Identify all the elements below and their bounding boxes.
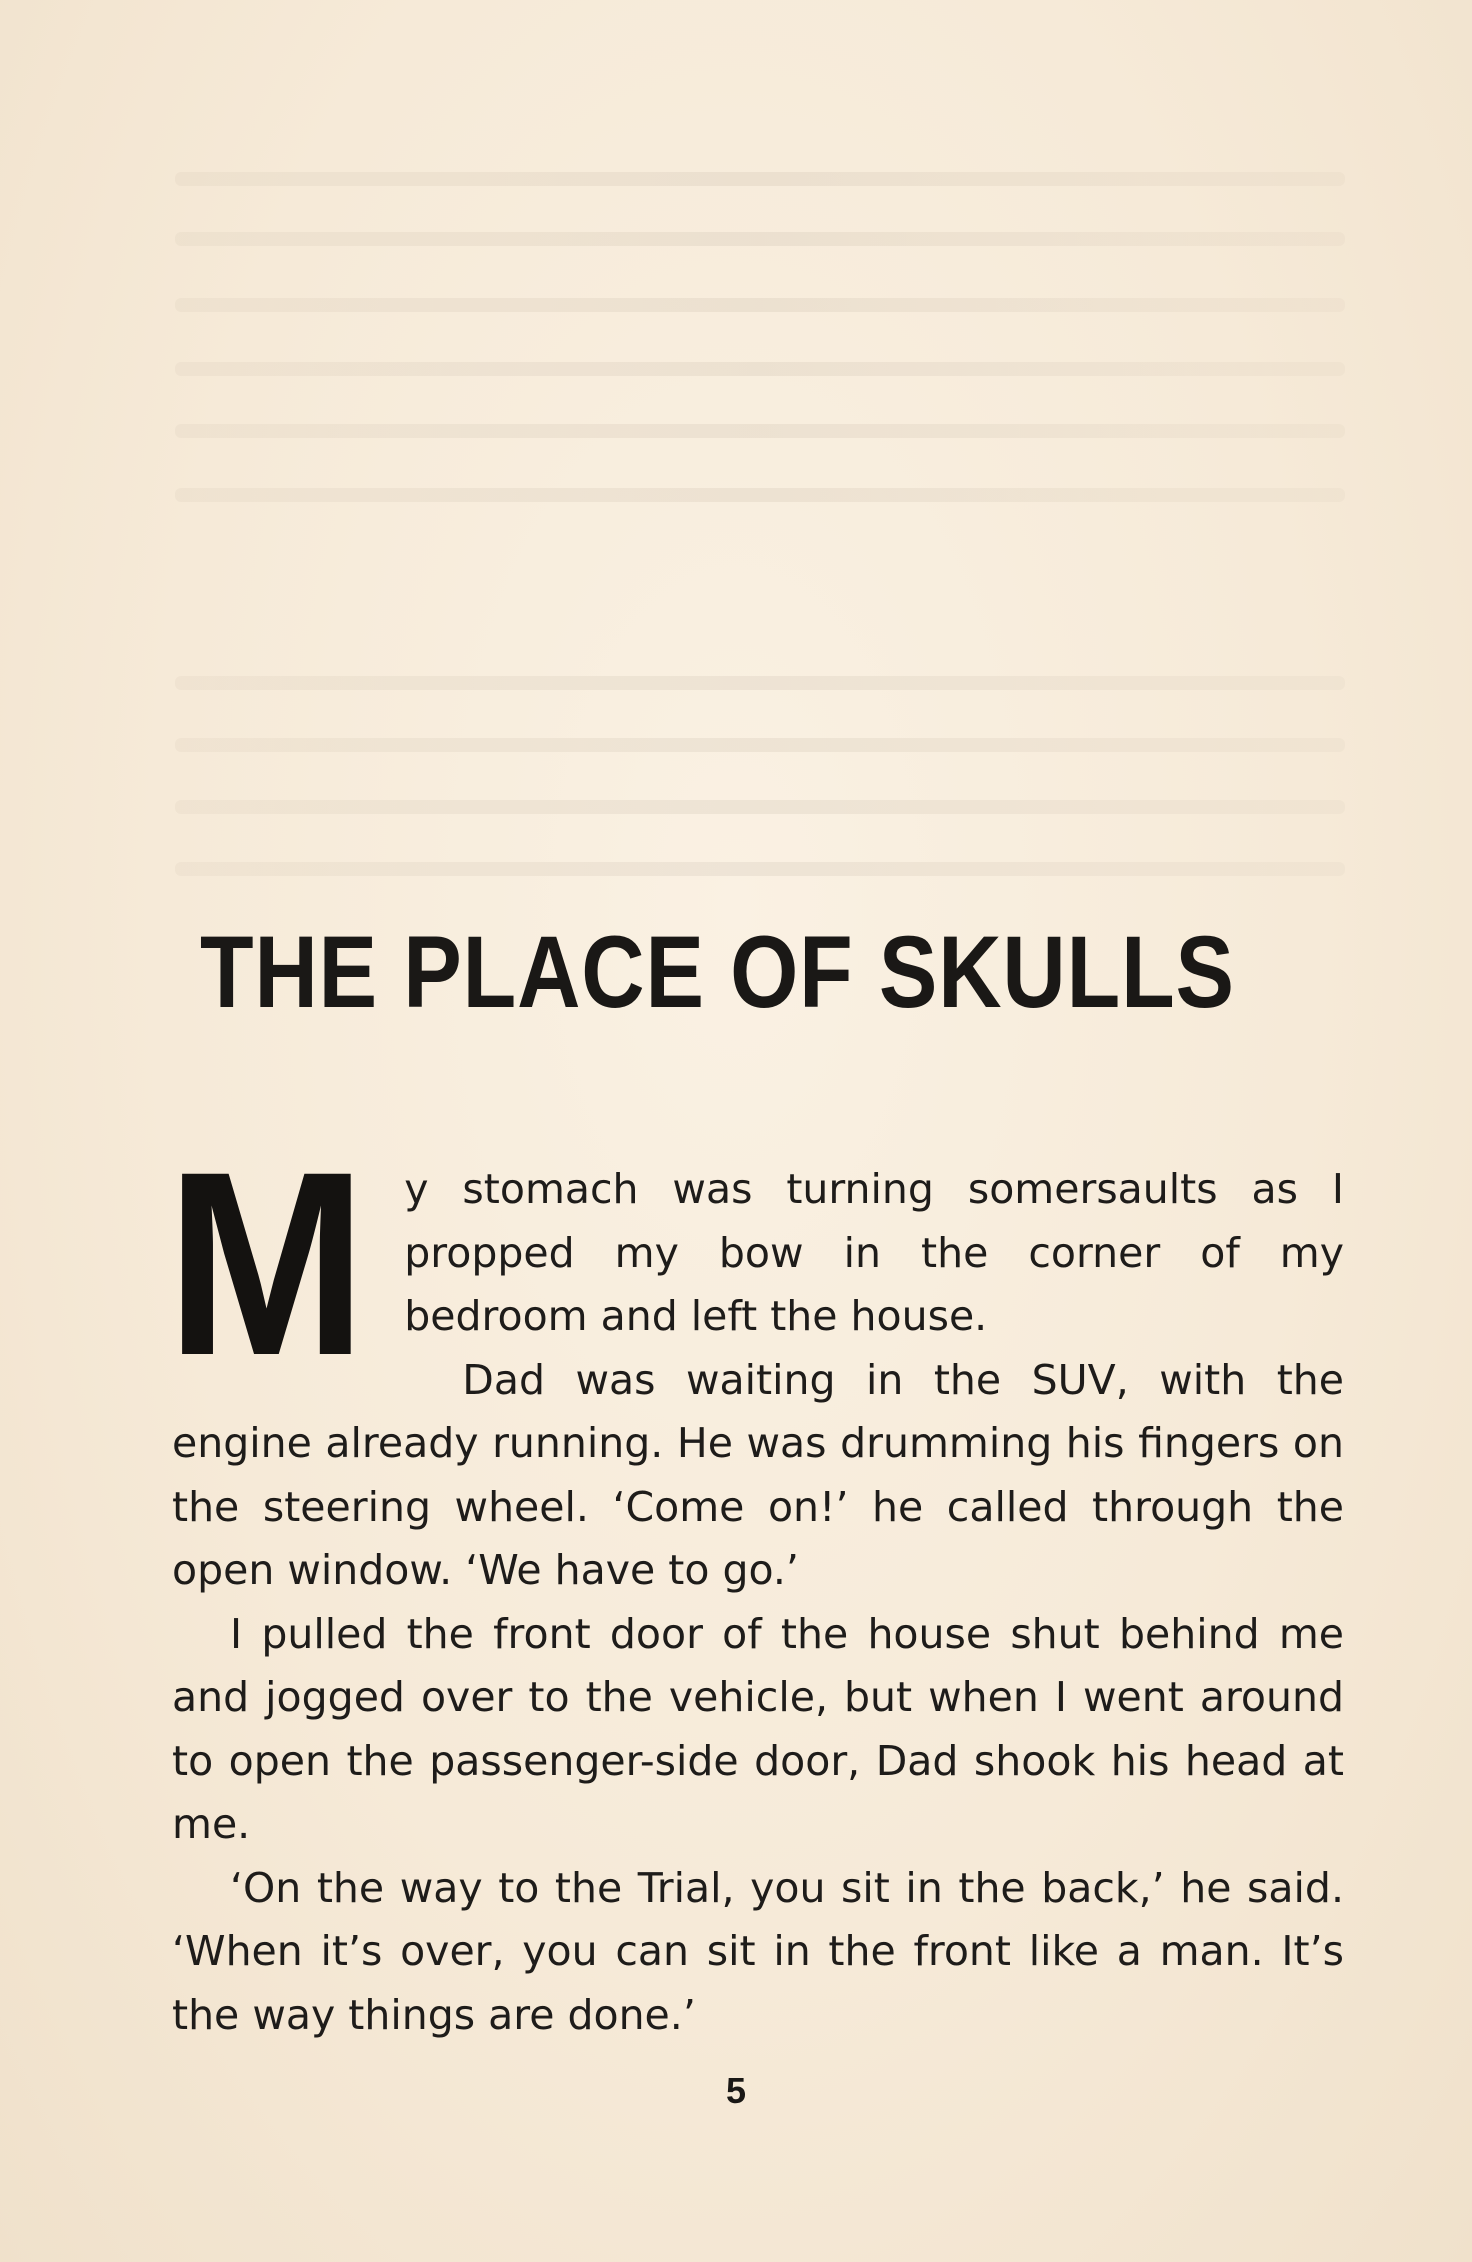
show-through-line (175, 488, 1345, 502)
show-through-line (175, 172, 1345, 186)
show-through-line (175, 676, 1345, 690)
paragraph: ‘On the way to the Trial, you sit in the back,’ he said. ‘When it’s over, you can sit in the front like a man. It’s the way things are done.’ (172, 1863, 1344, 2039)
body-text (166, 1117, 1344, 2047)
show-through-line (175, 232, 1345, 246)
paragraph: y stomach was turning somersaults as I propped my bow in the corner of my bedroom and left the house. (404, 1165, 1344, 1340)
paragraph: I pulled the front door of the house shut behind me and jogged over to the vehicle, but when I went around to open the passenger-side door, Dad shook his head at me. (172, 1609, 1344, 1848)
chapter-title: THE PLACE OF SKULLS (200, 915, 1235, 1029)
page-number: 5 (725, 2070, 747, 2111)
show-through-line (175, 800, 1345, 814)
show-through-line (175, 298, 1345, 312)
paragraph: Dad was waiting in the SUV, with the engine already running. He was drumming his fingers on the steering wheel. ‘Come on!’ he called through the open window. ‘We have to go.’ (172, 1355, 1344, 1594)
drop-cap: M (166, 1117, 367, 1410)
show-through-line (175, 424, 1345, 438)
show-through-line (175, 362, 1345, 376)
show-through-line (175, 862, 1345, 876)
show-through-line (175, 738, 1345, 752)
